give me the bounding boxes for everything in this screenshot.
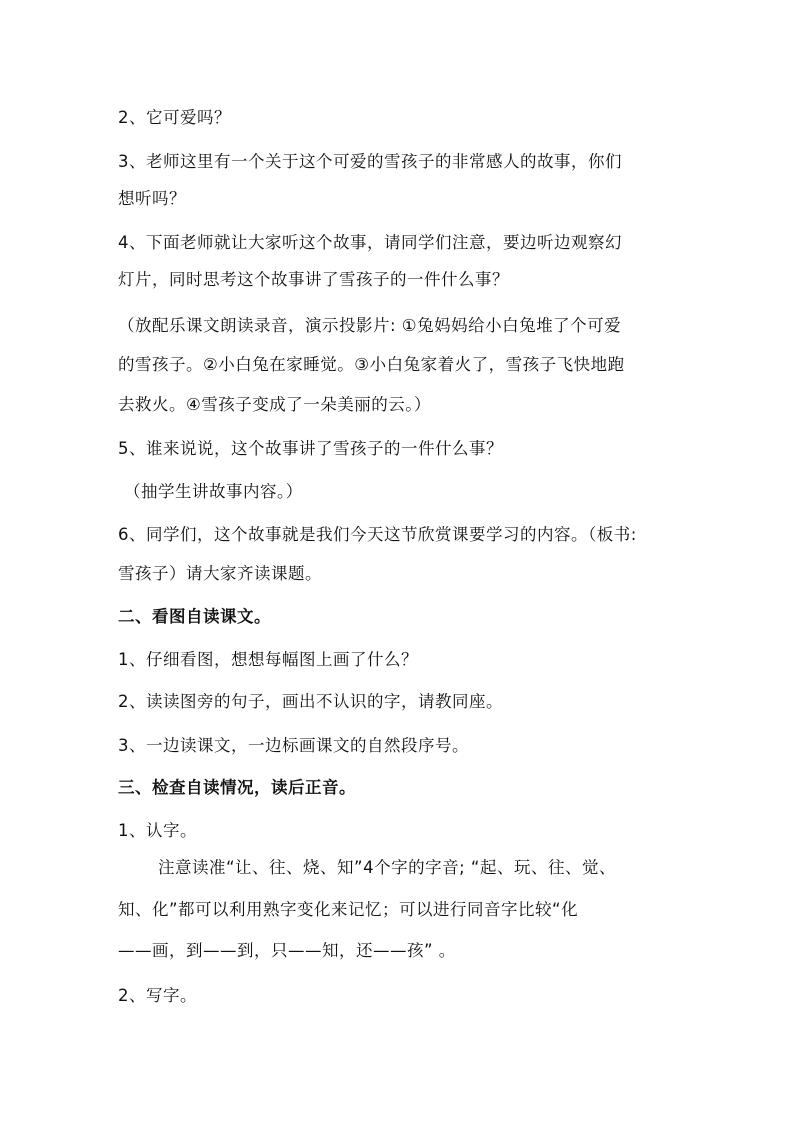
- question-5: 5、谁来说说，这个故事讲了雪孩子的一件什么事？: [118, 439, 503, 458]
- step-3-2: 2、写字。: [118, 986, 197, 1005]
- pronunciation-note-line-3: ——画，到——到，只——知，还——孩” 。: [118, 941, 456, 960]
- slide-note-line-1: （放配乐课文朗读录音，演示投影片: ①兔妈妈给小白兔堆了个可爱: [118, 316, 622, 335]
- question-6-line-2: 雪孩子）请大家齐读课题。: [118, 564, 322, 583]
- pronunciation-note-line-1: 注意读准“让、往、烧、知”4个字的字音; “起、玩、往、觉、: [158, 858, 616, 877]
- step-2-2: 2、读读图旁的句子，画出不认识的字，请教同座。: [118, 692, 503, 711]
- section-heading-3: 三、检查自读情况，读后正音。: [118, 778, 356, 797]
- question-4-line-2: 灯片，同时思考这个故事讲了雪孩子的一件什么事？: [118, 270, 509, 289]
- pronunciation-note-line-2: 知、化”都可以利用熟字变化来记忆；可以进行同音字比较“化: [118, 900, 579, 919]
- question-3-line-2: 想听吗？: [118, 189, 186, 208]
- step-3-1: 1、认字。: [118, 821, 197, 840]
- question-6-line-1: 6、同学们，这个故事就是我们今天这节欣赏课要学习的内容。（板书:: [118, 525, 637, 544]
- section-heading-2: 二、看图自读课文。: [118, 607, 271, 626]
- question-4-line-1: 4、下面老师就让大家听这个故事，请同学们注意，要边听边观察幻: [118, 233, 622, 252]
- slide-note-line-2: 的雪孩子。②小白兔在家睡觉。③小白兔家着火了，雪孩子飞快地跑: [118, 355, 625, 374]
- question-3-line-1: 3、老师这里有一个关于这个可爱的雪孩子的非常感人的故事，你们: [118, 152, 622, 171]
- step-2-1: 1、仔细看图，想想每幅图上画了什么？: [118, 650, 418, 669]
- slide-note-line-3: 去救火。④雪孩子变成了一朵美丽的云。）: [118, 395, 432, 414]
- student-note: （抽学生讲故事内容。）: [124, 482, 303, 501]
- step-2-3: 3、一边读课文，一边标画课文的自然段序号。: [118, 736, 469, 755]
- question-2: 2、它可爱吗？: [118, 108, 231, 127]
